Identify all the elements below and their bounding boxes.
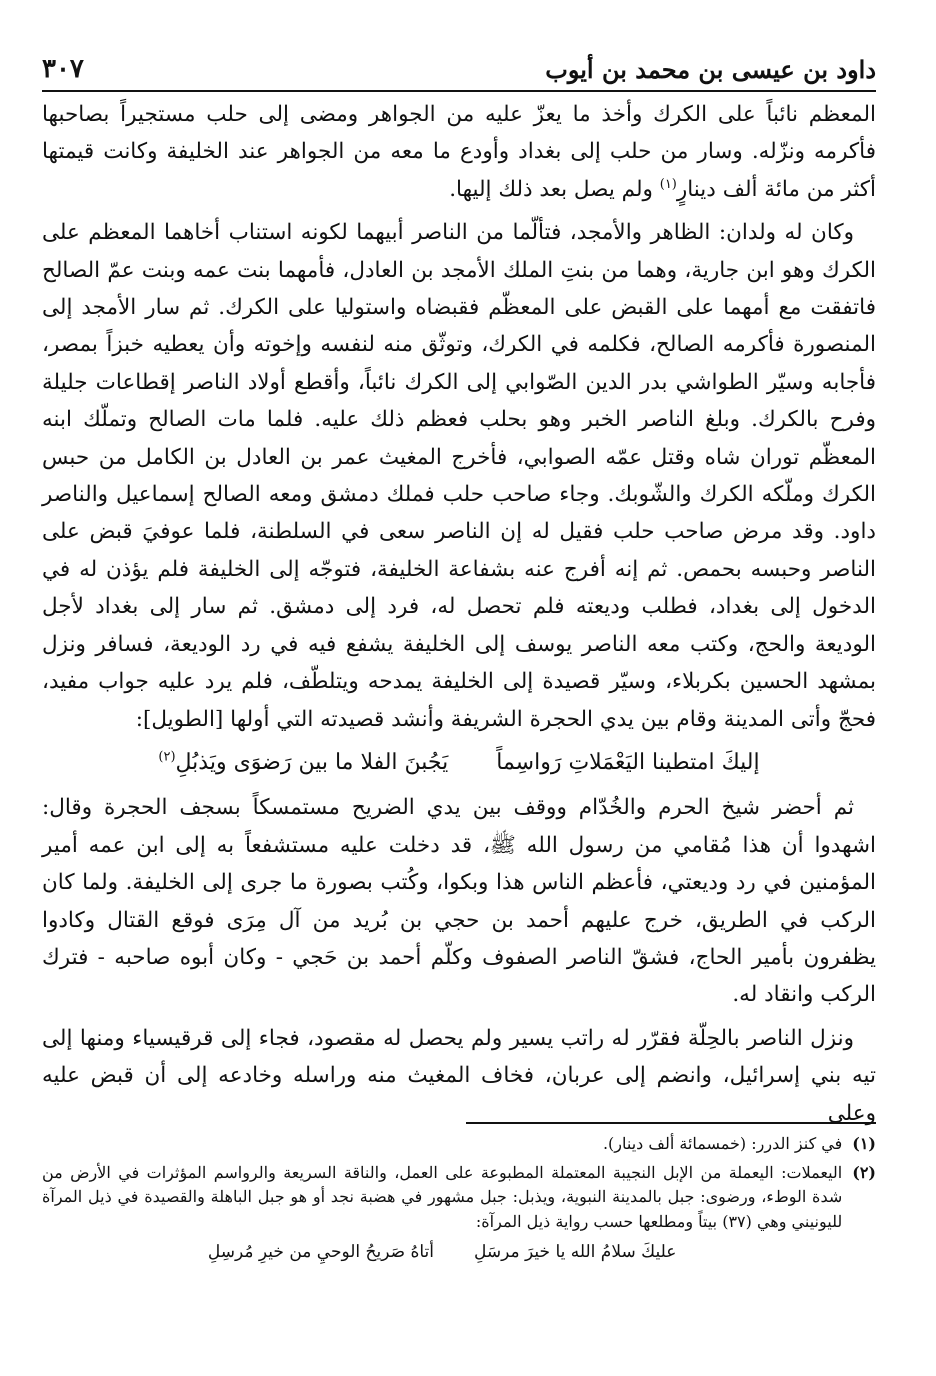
verse-first-hemistich: إليكَ امتطينا اليَعْمَلاتِ رَواسِماً (496, 749, 760, 775)
footnote-number: (٢) (852, 1162, 876, 1182)
verse-second-text: يَجُبنَ الفلا ما بين رَضوَى ويَذبُلِ (175, 749, 449, 775)
paragraph-3: ثم أحضر شيخ الحرم والخُدّام ووقف بين يدي الضريح مستمسكاً بسجف الحجرة وقال: اشهدوا أن هذا مُقامي من رسول الله ﷺ، قد دخلت عليه مستشفعاً به إلى ابن عمه أمير المؤمنين في رد وديعتي، فأعظم الناس هذا وبكوا، وكُتب بصورة ما جرى إلى الخليفة. ولما كان الركب في الطريق، خرج عليهم أحمد بن حجي بن بُريد من آل مِرَى فوقع القتال وكادوا يظفرون بأمير الحاج، فشقّ الناصر الصفوف وكلّم أحمد بن حَجي - وكان أبوه صاحبه - فترك الركب وانقاد له. (42, 795, 876, 1008)
footnote-text: اليعملات: اليعملة من الإبل النجيبة المعتملة المطبوعة على العمل، والناقة السريعة والرواسم المؤثرات في الأرض من شدة الوطء، ورضوى: جبل بالمدينة النبوية، ويذبل: جبل مشهور في هضبة نجد أو هو جبل الباهلة والقصيدة في ذيل المرآة لليونيني وهي (٣٧) بيتاً ومطلعها حسب رواية ذيل المرآة: (42, 1162, 843, 1231)
footnote-verse (42, 1240, 842, 1265)
paragraph-4: ونزل الناصر بالحِلّة فقرّر له راتب يسير ولم يحصل له مقصود، فجاء إلى قرقيسياء ومنها إلى تيه بني إسرائيل، وانضم إلى عربان، فخاف المغيث منه وراسله وخادعه إلى أن قبض عليه وعلى (42, 1025, 876, 1126)
page-header (42, 34, 876, 92)
verse-second-hemistich (158, 744, 448, 781)
paragraph-1 (42, 96, 876, 208)
poem-verse (42, 744, 876, 781)
main-text (42, 96, 876, 1132)
footnote-separator (466, 1122, 876, 1124)
footnote-ref-2: (٢) (158, 749, 176, 765)
footnotes (42, 1132, 876, 1269)
footnote-number: (١) (852, 1134, 876, 1153)
footnote-body (42, 1161, 842, 1265)
footnote-verse-second: أتاهُ صَريحُ الوحيِ من خيرِ مُرسِلِ (207, 1242, 435, 1262)
paragraph-1-end: ولم يصل بعد ذلك إليها. (449, 176, 660, 202)
paragraph-1-text: المعظم نائباً على الكرك وأخذ ما يعزّ عليه من الجواهر ومضى إلى حلب مستجيراً بصاحبها فأكرمه ونزّله. وسار من حلب إلى بغداد وأودع ما معه من الجواهر عند الخليفة وكانت قيمتها أكثر من مائة ألف دينارٍ (42, 102, 876, 202)
footnote-2 (42, 1161, 876, 1265)
running-title: داود بن عيسى بن محمد بن أيوب (545, 55, 876, 84)
paragraph-2: وكان له ولدان: الظاهر والأمجد، فتألّما من الناصر أبيهما لكونه استناب أخاهما المعظم على الكرك وهو ابن جارية، وهما من بنتِ الملك الأمجد بن العادل، فأمهما بنت عمه وبنت عمّ الصالح فاتفقت مع أمهما على القبض على المعظّم فقبضاه واستوليا على الكرك. ثم سار الأمجد إلى المنصورة فأكرمه الصالح، فكلمه في الكرك، وتوثّق منه لنفسه وإخوته وأن يعطيه خبزاً بمصر، فأجابه وسيّر الطواشي بدر الدين الصّوابي إلى الكرك نائباً، وأقطع أولاد الناصر إقطاعات جليلة وفرح بالكرك. وبلغ الناصر الخبر وهو بحلب فعظم ذلك عليه. فلما مات الصالح وتملّك ابنه المعظّم توران شاه وقتل عمّه الصوابي، فأخرج المغيث عمر بن العادل بن الكامل من حبس الكرك وملّكه الكرك والشّوبك. وجاء صاحب حلب فملك دمشق ومعه الصالح إسماعيل والناصر داود. وقد مرض صاحب حلب فقيل له إن الناصر سعى في السلطنة، فلما عوفيَ قبض على الناصر وحبسه بحمص. ثم إنه أفرج عنه بشفاعة الخليفة، فتوجّه إلى الخليفة فلم يؤذن له في الدخول إلى بغداد، فطلب وديعته فلم تحصل له، فرد إلى دمشق. ثم سار إلى بغداد لأجل الوديعة والحج، وكتب معه الناصر يوسف إلى الخليفة يشفع فيه في رد الوديعة، فسافر ونزل بمشهد الحسين بكربلاء، وسيّر قصيدة إلى الخليفة يمدحه ويتلطّف، فلم يرد عليه جواب مفيد، فحجّ وأتى المدينة وقام بين يدي الحجرة الشريفة وأنشد قصيدته التي أولها [الطويل]: (42, 220, 876, 732)
footnote-1 (42, 1132, 876, 1157)
footnote-ref-1: (١) (659, 176, 677, 192)
page-number: ٣٠٧ (42, 54, 84, 84)
footnote-verse-first: عليكَ سلامُ الله يا خيرَ مرسَلِ (474, 1242, 677, 1262)
footnote-text: في كنز الدرر: (خمسمائة ألف دينار). (602, 1134, 843, 1153)
